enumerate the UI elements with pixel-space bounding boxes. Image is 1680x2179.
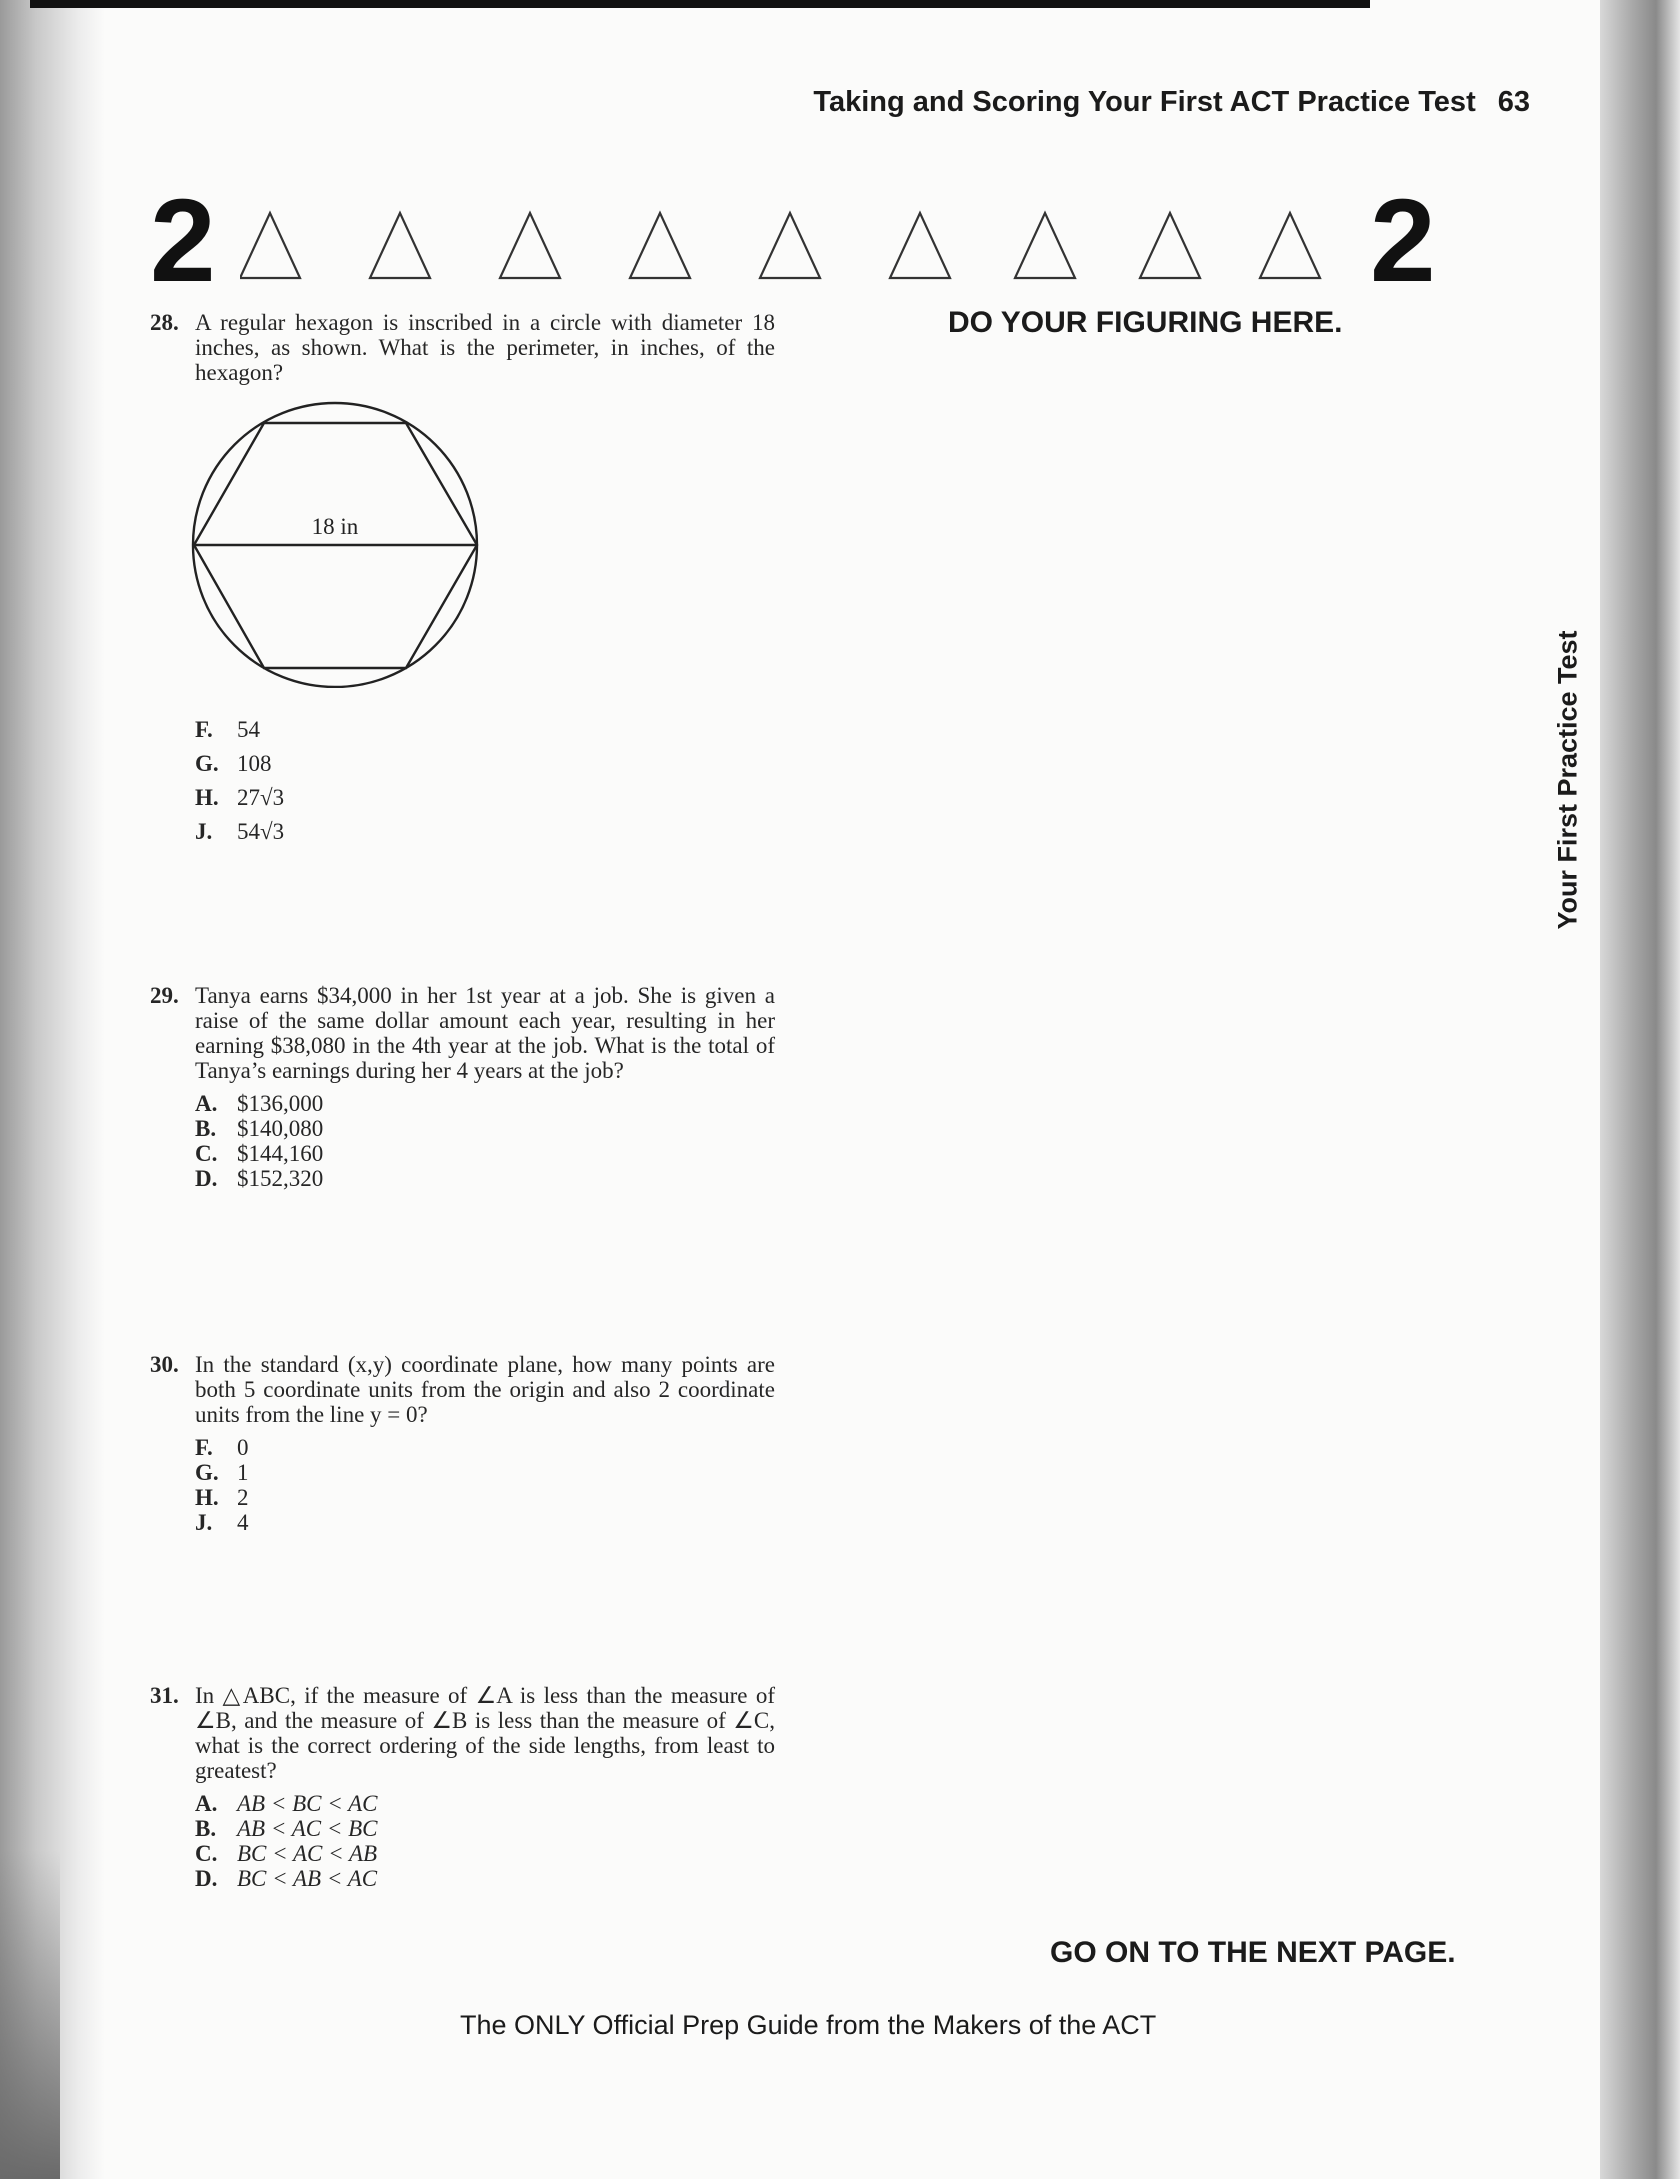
- choice-letter: B.: [195, 1116, 217, 1141]
- running-head: [760, 86, 1530, 119]
- choice-text: $144,160: [237, 1141, 324, 1166]
- choice-letter: G.: [195, 751, 219, 776]
- question-stem: In △ABC, if the measure of ∠A is less than the measure of ∠B, and the measure of ∠B is less than the measure of ∠C, what is the correct ordering of the side lengths, from least to greatest?: [195, 1683, 775, 1783]
- answer-choice[interactable]: [195, 1460, 775, 1485]
- choice-letter: H.: [195, 785, 219, 810]
- triangle-icon: [240, 213, 300, 278]
- answer-choice[interactable]: [195, 1866, 775, 1891]
- go-on-next-page: GO ON TO THE NEXT PAGE.: [1050, 1936, 1456, 1969]
- answer-choices: [195, 1091, 775, 1191]
- answer-choice[interactable]: [195, 1091, 775, 1116]
- choice-text: BC < AB < AC: [237, 1866, 378, 1891]
- question-stem: A regular hexagon is inscribed in a circle with diameter 18 inches, as shown. What is the perimeter, in inches, of the hexagon?: [195, 310, 775, 385]
- answer-choices: [195, 713, 775, 849]
- answer-choice[interactable]: [195, 1141, 775, 1166]
- choice-text: AB < AC < BC: [237, 1816, 378, 1841]
- choice-letter: G.: [195, 1460, 219, 1485]
- answer-choice[interactable]: [195, 713, 775, 747]
- choice-letter: H.: [195, 1485, 219, 1510]
- question-number: 28.: [150, 310, 179, 335]
- answer-choice[interactable]: [195, 1816, 775, 1841]
- question-31: [150, 1683, 775, 1891]
- side-tab: [1548, 620, 1588, 940]
- answer-choice[interactable]: [195, 781, 775, 815]
- choice-text: $152,320: [237, 1166, 324, 1191]
- choice-text: 108: [237, 751, 272, 776]
- question-28: [150, 310, 775, 385]
- page-footer: The ONLY Official Prep Guide from the Makers of the ACT: [460, 2010, 1157, 2040]
- choice-letter: C.: [195, 1141, 218, 1166]
- answer-choice[interactable]: [195, 747, 775, 781]
- answer-choice[interactable]: [195, 1841, 775, 1866]
- choice-text: $136,000: [237, 1091, 324, 1116]
- question-stem: In the standard (x,y) coordinate plane, how many points are both 5 coordinate units from the origin and also 2 coordinate units from the line y = 0?: [195, 1352, 775, 1427]
- section-number-left: 2: [150, 175, 216, 307]
- hexagon-in-circle-figure: [190, 398, 490, 688]
- triangle-icon: [1140, 213, 1200, 278]
- choice-letter: A.: [195, 1791, 218, 1816]
- choice-letter: C.: [195, 1841, 218, 1866]
- choice-letter: J.: [195, 819, 213, 844]
- choice-text: AB < BC < AC: [237, 1791, 378, 1816]
- choice-text: 54√3: [237, 819, 285, 844]
- question-stem: Tanya earns $34,000 in her 1st year at a job. She is given a raise of the same dollar amount each year, resulting in her earning $38,080 in the 4th year at the job. What is the total of Tanya’s earnings during her 4 years at the job?: [195, 983, 775, 1083]
- choice-letter: F.: [195, 717, 213, 742]
- triangle-icon: [370, 213, 430, 278]
- choice-text: 54: [237, 717, 260, 742]
- answer-choice[interactable]: [195, 1435, 775, 1460]
- question-number: 29.: [150, 983, 179, 1008]
- triangle-icon: [890, 213, 950, 278]
- answer-choices: [195, 1791, 775, 1891]
- question-28-choices: [150, 705, 775, 849]
- page-number: 63: [1497, 86, 1530, 118]
- triangle-icon: [630, 213, 690, 278]
- page-edge-shadow: [1600, 0, 1680, 2179]
- answer-choices: [195, 1435, 775, 1535]
- answer-choice[interactable]: [195, 1485, 775, 1510]
- answer-choice[interactable]: [195, 1166, 775, 1191]
- answer-choice[interactable]: [195, 1791, 775, 1816]
- side-tab-label: Your First Practice Test: [1552, 630, 1583, 930]
- answer-choice[interactable]: [195, 1510, 775, 1535]
- choice-text: 1: [237, 1460, 249, 1485]
- question-number: 31.: [150, 1683, 179, 1708]
- question-number: 30.: [150, 1352, 179, 1377]
- running-head-title: Taking and Scoring Your First ACT Practice Test: [813, 86, 1476, 118]
- triangle-icon: [500, 213, 560, 278]
- choice-letter: A.: [195, 1091, 218, 1116]
- choice-text: 27√3: [237, 785, 285, 810]
- figuring-area-label: DO YOUR FIGURING HERE.: [948, 306, 1343, 339]
- diameter-label: 18 in: [311, 514, 359, 539]
- choice-letter: D.: [195, 1166, 218, 1191]
- section-number-right: 2: [1370, 175, 1436, 307]
- choice-text: 4: [237, 1510, 249, 1535]
- choice-text: BC < AC < AB: [237, 1841, 378, 1866]
- triangle-icon: [1260, 213, 1320, 278]
- top-rule: [30, 0, 1370, 8]
- answer-choice[interactable]: [195, 1116, 775, 1141]
- choice-letter: F.: [195, 1435, 213, 1460]
- answer-choice[interactable]: [195, 815, 775, 849]
- choice-text: 0: [237, 1435, 249, 1460]
- question-30: [150, 1352, 775, 1535]
- choice-letter: B.: [195, 1816, 217, 1841]
- page-gutter-shadow-bottom: [0, 1850, 60, 2179]
- choice-text: 2: [237, 1485, 249, 1510]
- question-29: [150, 983, 775, 1191]
- section-triangle-row: [240, 208, 1340, 288]
- choice-text: $140,080: [237, 1116, 324, 1141]
- choice-letter: J.: [195, 1510, 213, 1535]
- choice-letter: D.: [195, 1866, 218, 1891]
- triangle-icon: [1015, 213, 1075, 278]
- triangle-icon: [760, 213, 820, 278]
